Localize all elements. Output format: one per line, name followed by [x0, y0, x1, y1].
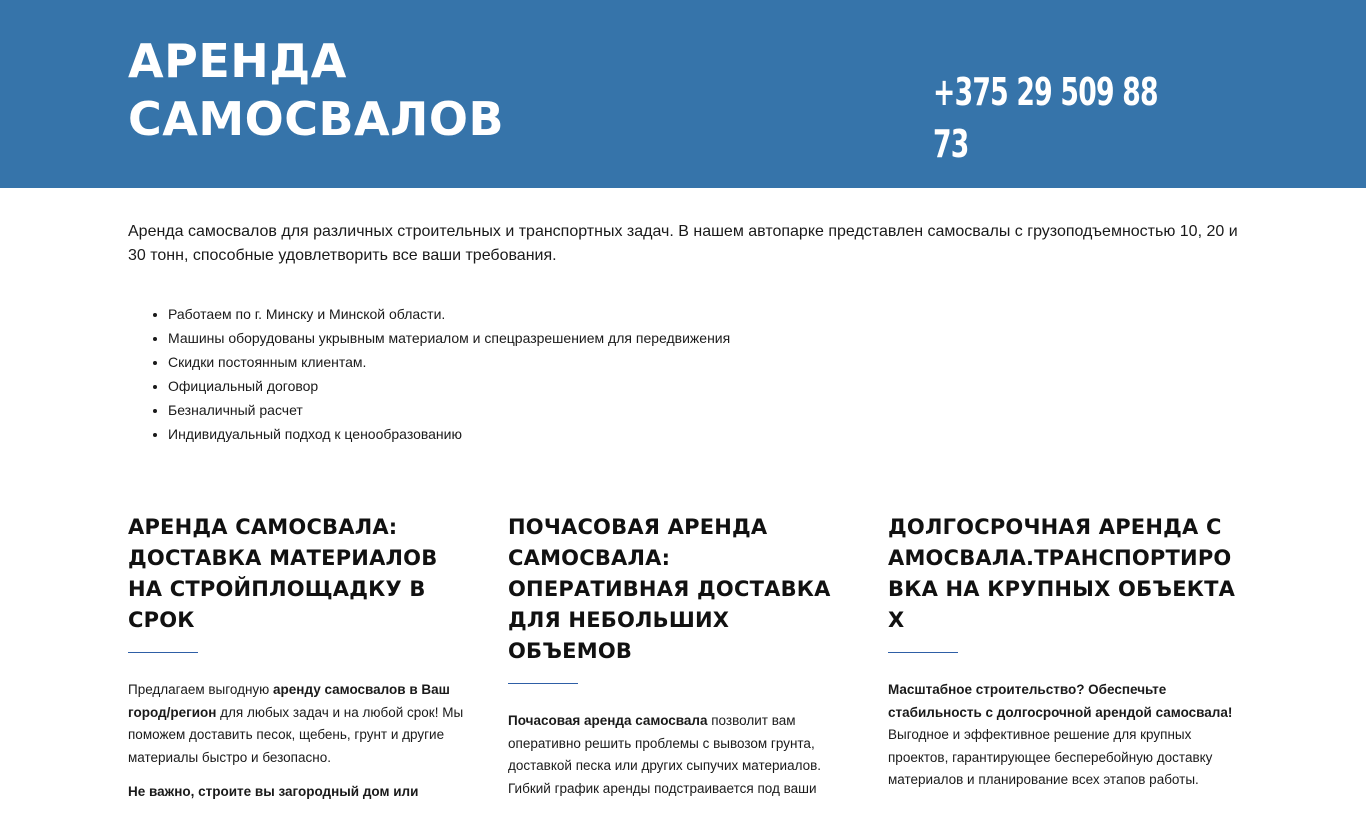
feature-item: • Работаем по г. Минску и Минской области.	[168, 302, 730, 326]
feature-item: • Машины оборудованы укрывным материалом и спецразрешением для передвижения	[168, 326, 730, 350]
text-bold: Масштабное строительство? Обеспечьте стабильность с долгосрочной арендой самосвала!	[888, 682, 1233, 720]
site-title[interactable]	[128, 32, 504, 148]
text-segment: для любых задач и на любой срок! Мы поможем доставить песок, щебень, грунт и другие материалы быстро и безопасно.	[128, 704, 464, 765]
intro-text: Аренда самосвалов для различных строительных и транспортных задач. В нашем автопарке представлен самосвалы с грузоподъемностью 10, 20 и 30 тонн, способные удовлетворить все ваши требования.	[128, 223, 1238, 264]
service-column-longterm	[888, 512, 1238, 804]
service-text	[128, 781, 478, 804]
feature-item: • Индивидуальный подход к ценообразованию	[168, 422, 730, 446]
site-title-line-1: АРЕНДА	[128, 34, 347, 88]
text-segment: Выгодное и эффективное решение для крупных проектов, гарантирующее бесперебойную доставку материалов и планирование всех этапов работы.	[888, 727, 1213, 787]
text-bold: аренду самосвалов в Ваш город/регион	[128, 682, 450, 720]
service-title: АРЕНДА САМОСВАЛА: ДОСТАВКА МАТЕРИАЛОВ НА СТРОЙПЛОЩАДКУ В СРОК	[128, 515, 438, 632]
feature-item: • Скидки постоянным клиентам.	[168, 350, 730, 374]
service-title: ПОЧАСОВАЯ АРЕНДА САМОСВАЛА: ОПЕРАТИВНАЯ ДОСТАВКА ДЛЯ НЕБОЛЬШИХ ОБЪЕМОВ	[508, 515, 831, 663]
site-title-line-2: САМОСВАЛОВ	[128, 92, 505, 146]
site-header	[0, 0, 1366, 188]
phone-link[interactable]: +375 29 509 88 73	[933, 70, 1158, 166]
text-segment: позволит вам оперативно решить проблемы с вывозом грунта, доставкой песка или других сыпучих материалов. Гибкий график аренды подстраивается под ваши	[508, 713, 822, 796]
text-bold: Не важно, строите вы загородный дом или	[128, 784, 419, 799]
feature-item: • Официальный договор	[168, 374, 730, 398]
features-list	[128, 302, 730, 446]
text-bold: Почасовая аренда самосвала	[508, 713, 708, 728]
service-column-hourly	[508, 512, 858, 812]
text-segment: Предлагаем выгодную	[128, 682, 274, 697]
service-title: ДОЛГОСРОЧНАЯ АРЕНДА САМОСВАЛА.ТРАНСПОРТИРОВКА НА КРУПНЫХ ОБЪЕКТАХ	[888, 515, 1236, 632]
service-text	[508, 710, 858, 800]
title-divider	[888, 652, 958, 653]
title-divider	[508, 683, 578, 684]
service-text	[888, 679, 1238, 792]
service-column-delivery	[128, 512, 478, 816]
service-text	[128, 679, 478, 769]
title-divider	[128, 652, 198, 653]
feature-item: • Безналичный расчет	[168, 398, 730, 422]
